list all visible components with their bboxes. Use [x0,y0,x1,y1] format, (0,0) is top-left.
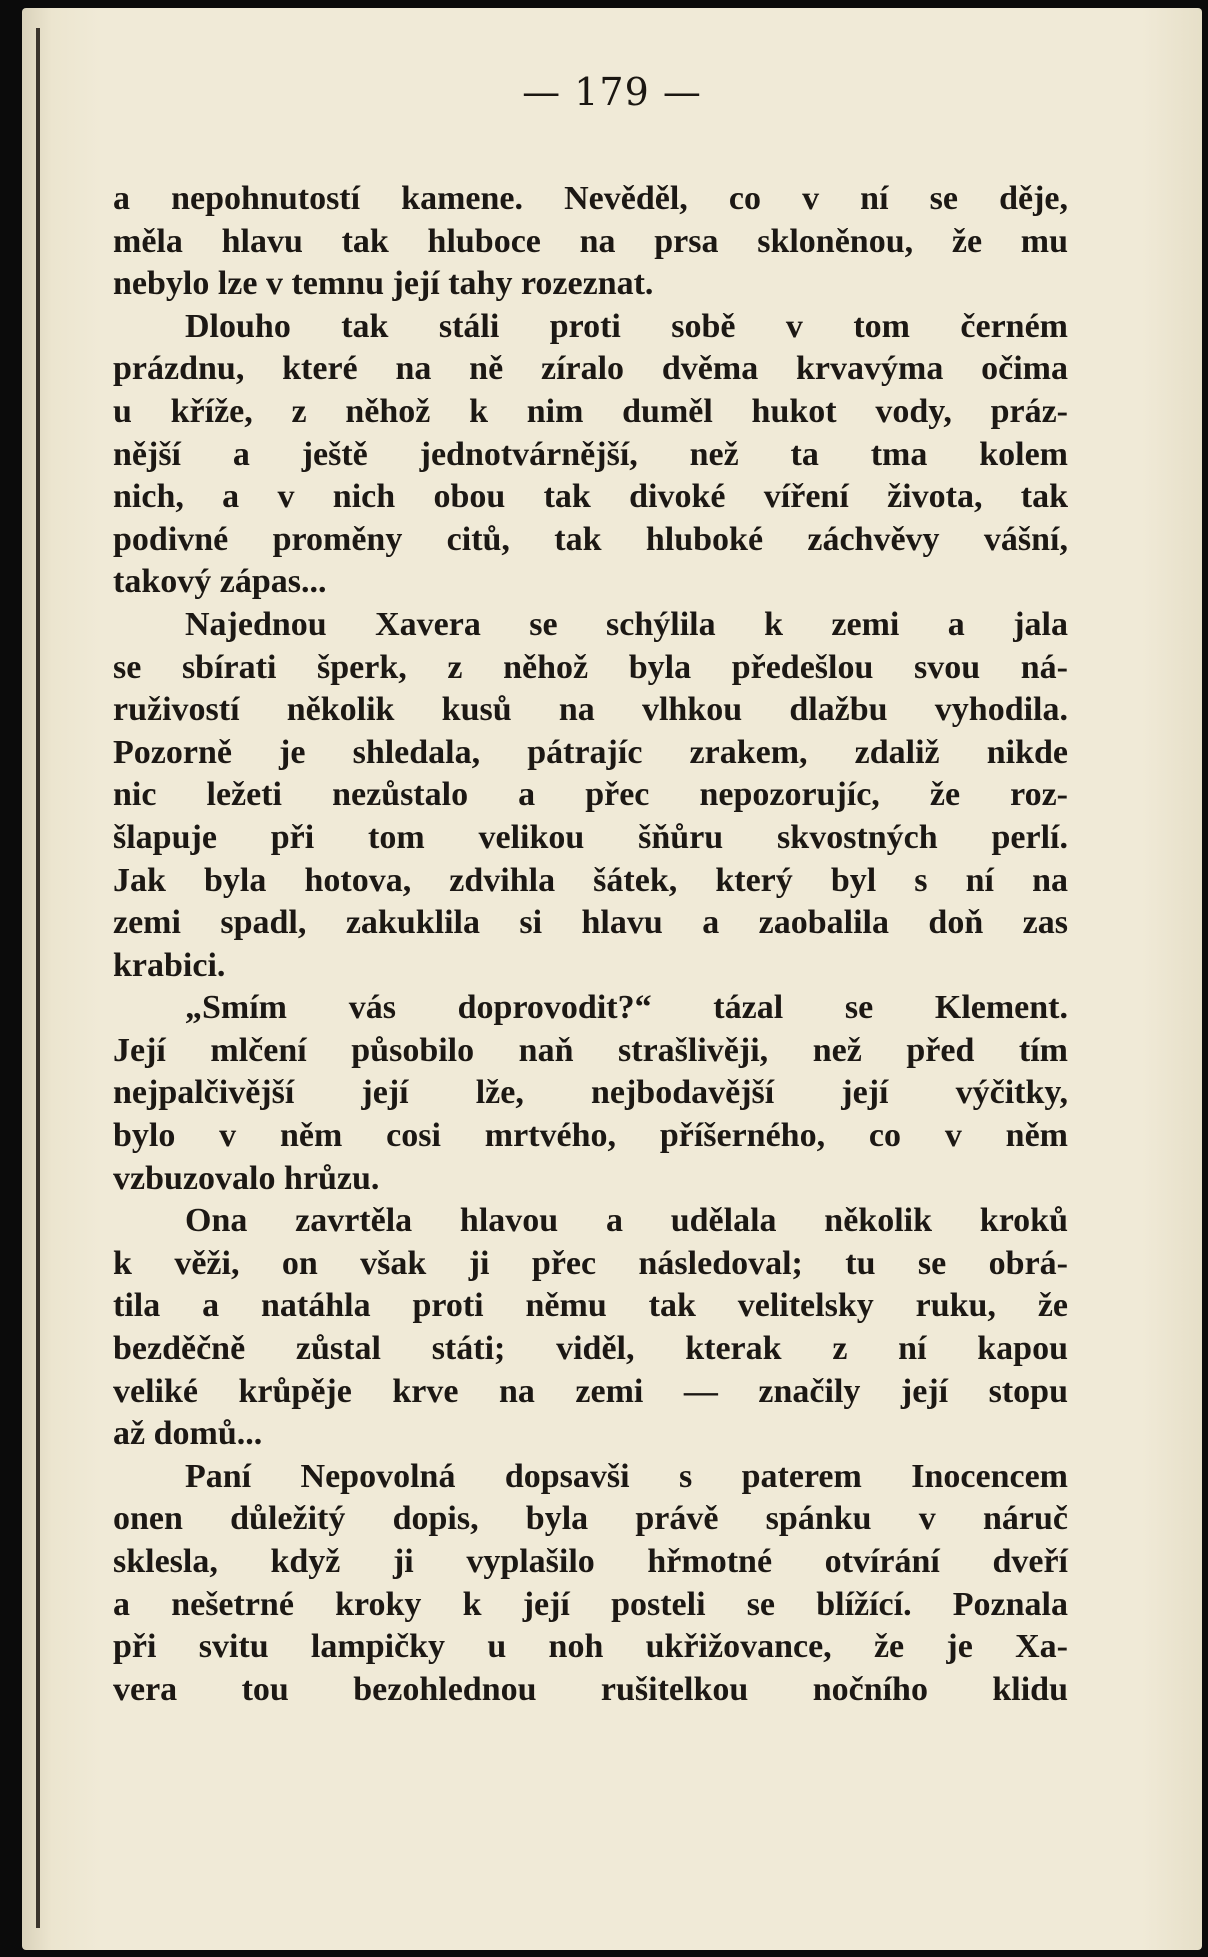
text-line: Jak byla hotova, zdvihla šátek, který byl s ní na [113,861,1068,899]
text-line: takový zápas... [113,563,327,601]
text-line: a nepohnutostí kamene. Nevěděl, co v ní se děje, [113,180,1068,217]
text-line: sklesla, když ji vyplašilo hřmotné otvírání dveří [113,1543,1068,1580]
page-gutter-edge [36,28,40,1928]
text-line: Najednou Xavera se schýlila k zemi a jala [185,605,1068,643]
text-line: vera tou bezohlednou rušitelkou nočního klidu [113,1670,1068,1708]
text-line: nější a ještě jednotvárnější, než ta tma kolem [113,435,1068,473]
text-line: měla hlavu tak hluboce na prsa skloněnou, že mu [113,222,1068,260]
text-line: bezděčně zůstal státi; viděl, kterak z ní kapou [113,1330,1068,1368]
text-line: zemi spadl, zakuklila si hlavu a zaobalila doň zas [113,904,1068,942]
book-page [22,8,1202,1950]
text-line: Pozorně je shledala, pátrajíc zrakem, zdaliž nikde [113,733,1068,771]
text-line: tila a natáhla proti němu tak velitelsky ruku, že [113,1287,1068,1325]
text-line: „Smím vás doprovodit?“ tázal se Klement. [185,989,1068,1027]
text-line: ruživostí několik kusů na vlhkou dlažbu vyhodila. [113,691,1068,729]
text-line: onen důležitý dopis, byla právě spánku v náruč [113,1500,1068,1538]
text-line: Její mlčení působilo naň strašlivěji, než před tím [113,1031,1068,1069]
text-line: a nešetrné kroky k její posteli se blížící. Poznala [113,1585,1068,1623]
text-line: Ona zavrtěla hlavou a udělala několik kroků [185,1202,1068,1240]
text-line: krabici. [113,946,226,984]
text-line: u kříže, z něhož k nim duměl hukot vody, práz- [113,392,1068,430]
text-line: veliké krůpěje krve na zemi — značily její stopu [113,1372,1068,1410]
text-line: nic ležeti nezůstalo a přec nepozorujíc, že roz- [113,776,1068,814]
text-line: při svitu lampičky u noh ukřižovance, že je Xa- [113,1628,1068,1666]
text-line: až domů... [113,1415,263,1453]
text-line: Paní Nepovolná dopsavši s paterem Inocencem [185,1457,1068,1495]
text-line: nebylo lze v temnu její tahy rozeznat. [113,265,654,303]
text-line: vzbuzovalo hrůzu. [113,1159,380,1197]
text-line: k věži, on však ji přec následoval; tu se obrá- [113,1244,1068,1282]
text-line: bylo v něm cosi mrtvého, příšerného, co v něm [113,1117,1068,1155]
text-line: podivné proměny citů, tak hluboké záchvěvy vášní, [113,520,1068,558]
text-line: prázdnu, které na ně zíralo dvěma krvavýma očima [113,350,1068,388]
text-line: Dlouho tak stáli proti sobě v tom černém [185,307,1068,345]
text-line: nich, a v nich obou tak divoké víření života, tak [113,478,1068,516]
text-line: šlapuje při tom velikou šňůru skvostných perlí. [113,818,1068,856]
body-text [113,178,1068,1711]
text-line: nejpalčivější její lže, nejbodavější její výčitky, [113,1074,1068,1112]
text-line: se sbírati šperk, z něhož byla předešlou svou ná- [113,648,1068,686]
page-number: — 179 — [522,70,702,114]
